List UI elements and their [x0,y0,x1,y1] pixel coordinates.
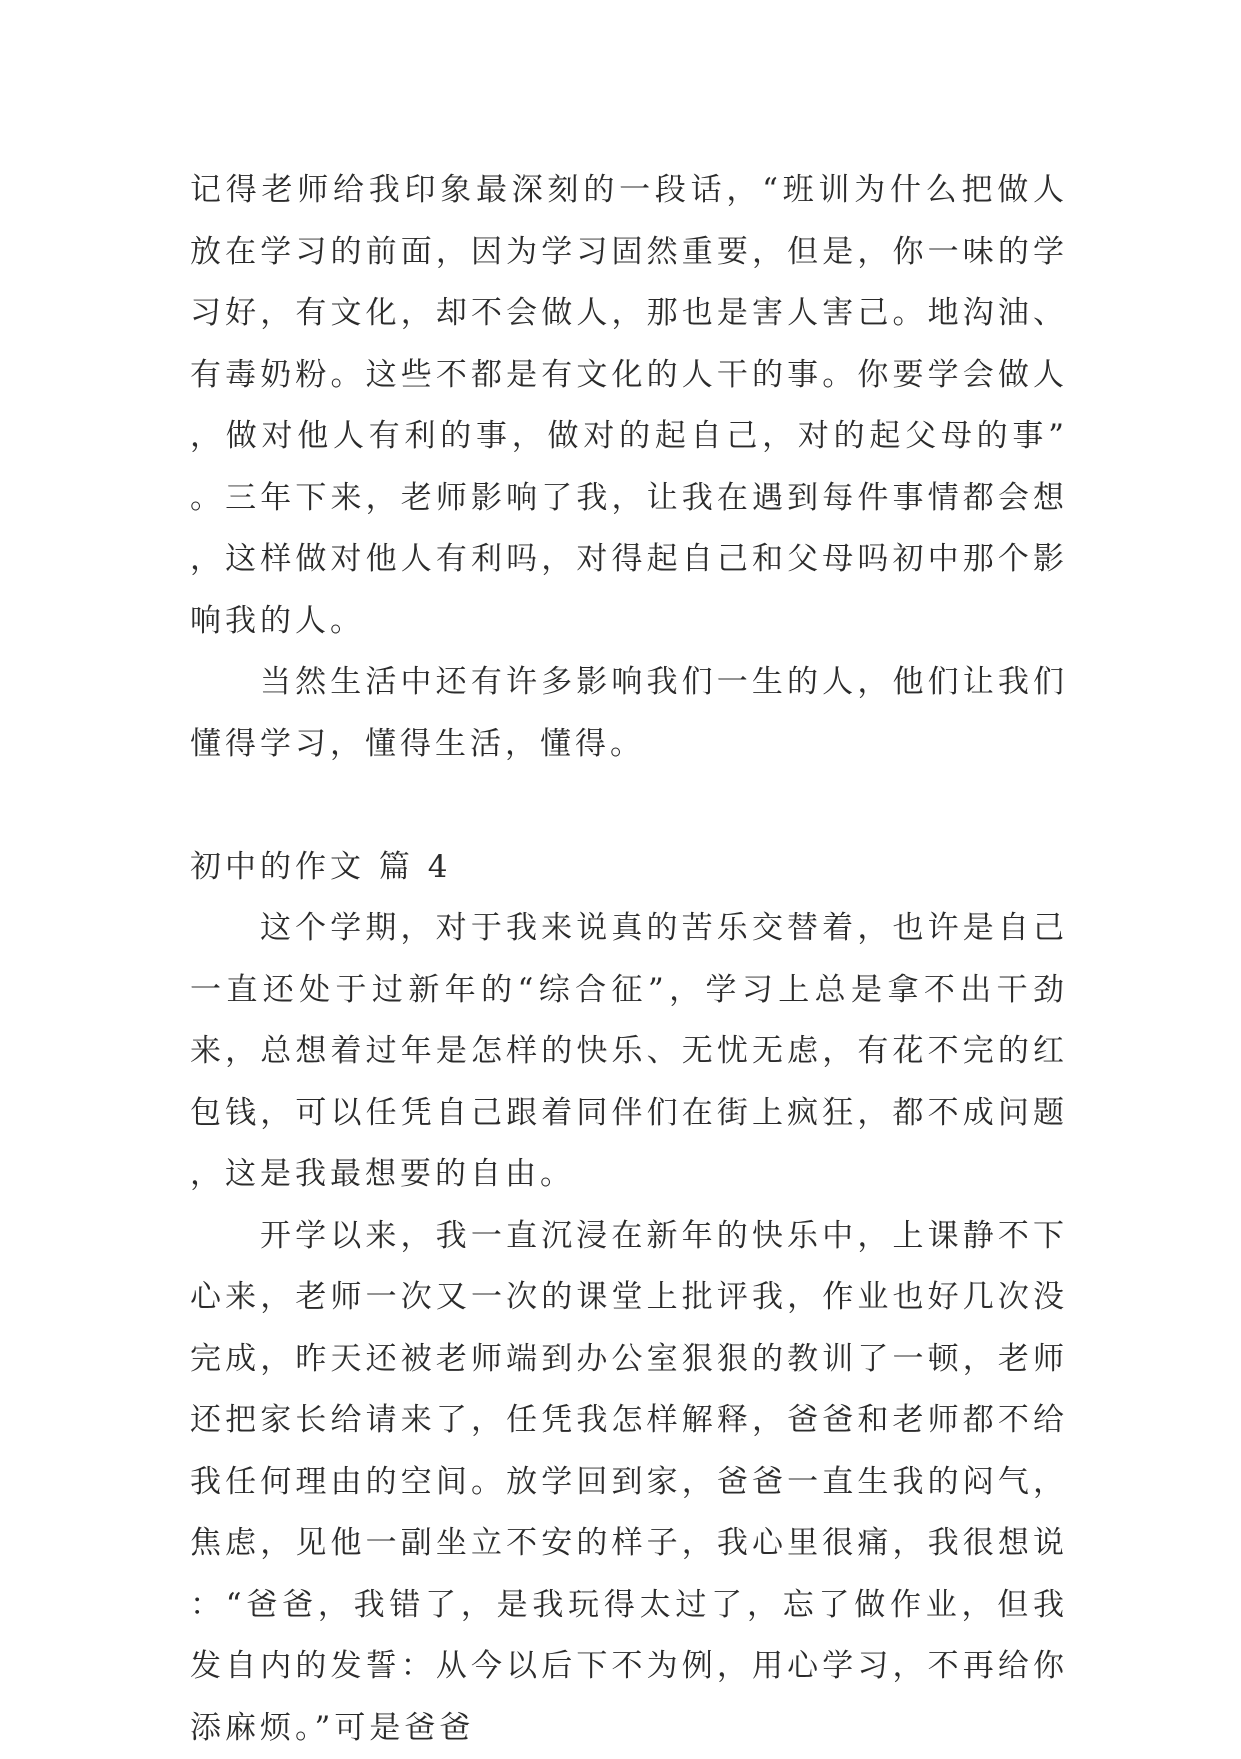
section-spacer [190,775,1068,837]
paragraph-3: 这个学期，对于我来说真的苦乐交替着，也许是自己一直还处于过新年的“综合征”，学习上总是拿不出干劲来，总想着过年是怎样的快乐、无忧无虑，有花不完的红包钱，可以任凭自己跟着同伴们在街上疯狂，都不成问题，这是我最想要的自由。 [190,898,1068,1206]
paragraph-4: 开学以来，我一直沉浸在新年的快乐中，上课静不下心来，老师一次又一次的课堂上批评我，作业也好几次没完成，昨天还被老师端到办公室狠狠的教训了一顿，老师还把家长给请来了，任凭我怎样解释，爸爸和老师都不给我任何理由的空间。放学回到家，爸爸一直生我的闷气，焦虑，见他一副坐立不安的样子，我心里很痛，我很想说：“爸爸，我错了，是我玩得太过了，忘了做作业，但我发自内的发誓：从今以后下不为例，用心学习，不再给你添麻烦。”可是爸爸 [190,1206,1068,1759]
section-heading: 初中的作文 篇 4 [190,837,1068,899]
document-body [190,160,1068,1759]
paragraph-1: 记得老师给我印象最深刻的一段话，“班训为什么把做人放在学习的前面，因为学习固然重要，但是，你一味的学习好，有文化，却不会做人，那也是害人害己。地沟油、有毒奶粉。这些不都是有文化的人干的事。你要学会做人，做对他人有利的事，做对的起自己，对的起父母的事”。三年下来，老师影响了我，让我在遇到每件事情都会想，这样做对他人有利吗，对得起自己和父母吗初中那个影响我的人。 [190,160,1068,652]
paragraph-2: 当然生活中还有许多影响我们一生的人，他们让我们懂得学习，懂得生活，懂得。 [190,652,1068,775]
